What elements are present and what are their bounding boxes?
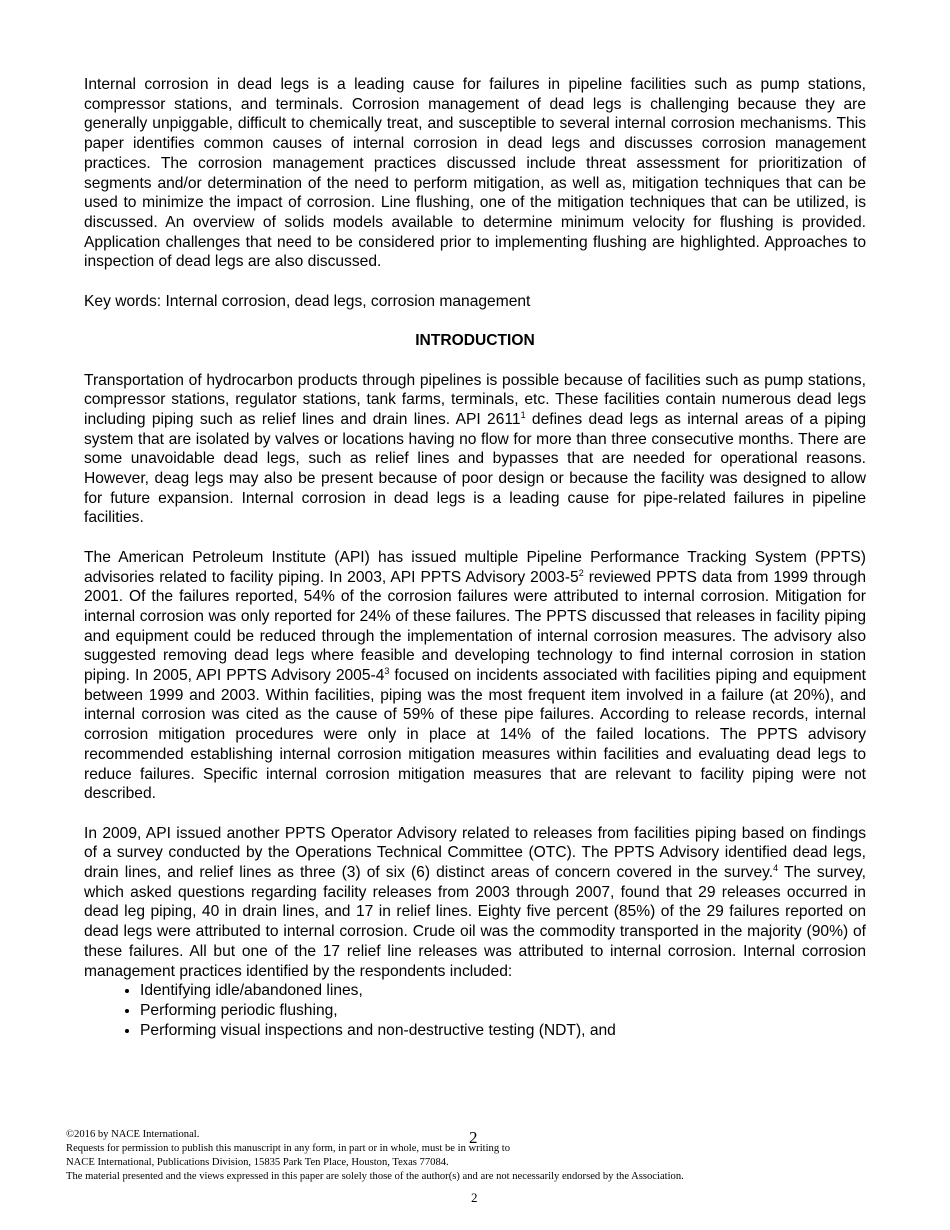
page-number: 2	[471, 1190, 478, 1205]
list-item: • Identifying idle/abandoned lines,	[140, 981, 866, 1001]
abstract-paragraph: Internal corrosion in dead legs is a leading cause for failures in pipeline facilities such as pump stations, compressor stations, and terminals. Corrosion management of dead legs is challenging because they are generally unpiggable, difficult to chemically treat, and susceptible to several internal corrosion mechanisms. This paper identifies common causes of internal corrosion in dead legs and discusses corrosion management practices. The corrosion management practices discussed include threat assessment for prioritization of segments and/or determination of the need to perform mitigation, as well as, mitigation techniques that can be used to minimize the impact of corrosion. Line flushing, one of the mitigation techniques that can be utilized, is discussed. An overview of solids models available to determine minimum velocity for flushing is provided. Application challenges that need to be considered prior to implementing flushing are highlighted. Approaches to inspection of dead legs are also discussed.	[84, 76, 866, 271]
section-heading: INTRODUCTION	[415, 332, 535, 350]
intro-paragraph-1: Transportation of hydrocarbon products through pipelines is possible because of facilities such as pump stations, compressor stations, regulator stations, tank farms, terminals, etc. These facilities contain numerous dead legs including piping such as relief lines and drain lines. API 2611$^1$ defines dead legs as internal areas of a piping system that are isolated by valves or locations having no flow for more than three consecutive months. There are some unavoidable dead legs, such as relief lines and bypasses that are needed for operational reasons. However, deag legs may also be present because of poor design or because the facility was designed to allow for future expansion. Internal corrosion in dead legs is a leading cause for pipe-related failures in pipeline facilities.	[84, 371, 866, 527]
list-item: • Performing periodic flushing,	[140, 1001, 866, 1021]
copyright-footer	[66, 1128, 684, 1184]
citation-3: 3	[384, 666, 390, 677]
list-item: • Performing visual inspections and non-destructive testing (NDT), and	[140, 1021, 866, 1041]
intro-paragraph-2: The American Petroleum Institute (API) has issued multiple Pipeline Performance Tracking System (PPTS) advisories related to facility piping. In 2003, API PPTS Advisory $2003-5^2$ reviewed PPTS data from 1999 through 2001. Of the failures reported, 54% of the corrosion failures were attributed to internal corrosion. Mitigation for internal corrosion was only reported for 24% of these failures. The PPTS discussed that releases in facility piping and equipment could be reduced through the implementation of internal corrosion measures. The advisory also suggested removing dead legs where feasible and developing technology to find internal corrosion in station piping. In 2005, API PPTS Advisory $2005-4^3$ focused on incidents associated with facilities piping and equipment between 1999 and 2003. Within facilities, piping was the most frequent item involved in a failure (at 20%), and internal corrosion was cited as the cause of 59% of these pipe failures. According to release records, internal corrosion mitigation procedures were only in place at 14% of the failed locations. The PPTS advisory recommended establishing internal corrosion mitigation measures within facilities and evaluating dead legs to reduce failures. Specific internal corrosion mitigation measures that are relevant to facility piping were not described.	[84, 548, 866, 803]
footer-line: The material presented and the views expressed in this paper are solely those of the author(s) and are not necessarily endorsed by the Association.	[66, 1171, 684, 1182]
citation-2: 2	[578, 567, 584, 578]
footer-line: Requests for permission to publish this manuscript in any form, in part or in whole, must be in writing to	[66, 1143, 511, 1154]
practices-list	[84, 981, 866, 1040]
footer-line: ©2016 by NACE International.	[66, 1129, 200, 1140]
citation-4: 4	[773, 863, 779, 874]
document-body	[84, 75, 866, 1040]
footer-line: NACE International, Publications Division, 15835 Park Ten Place, Houston, Texas 77084.	[66, 1157, 449, 1168]
intro-paragraph-3: In 2009, API issued another PPTS Operator Advisory related to releases from facilities piping based on findings of a survey conducted by the Operations Technical Committee (OTC). The PPTS Advisory identified dead legs, drain lines, and relief lines as three (3) of six (6) distinct areas of concern covered in the survey.$^4$ The survey, which asked questions regarding facility releases from 2003 through 2007, found that 29 releases occurred in dead leg piping, 40 in drain lines, and 17 in relief lines. Eighty five percent (85%) of the 29 failures reported on dead legs were attributed to internal corrosion. Crude oil was the commodity transported in the majority (90%) of these failures. All but one of the 17 relief line releases was attributed to internal corrosion. Internal corrosion management practices identified by the respondents included:	[84, 824, 867, 980]
keywords: Key words: Internal corrosion, dead legs, corrosion management	[84, 292, 531, 310]
citation-1: 1	[520, 409, 526, 420]
page-number-overlay: 2	[469, 1128, 478, 1147]
